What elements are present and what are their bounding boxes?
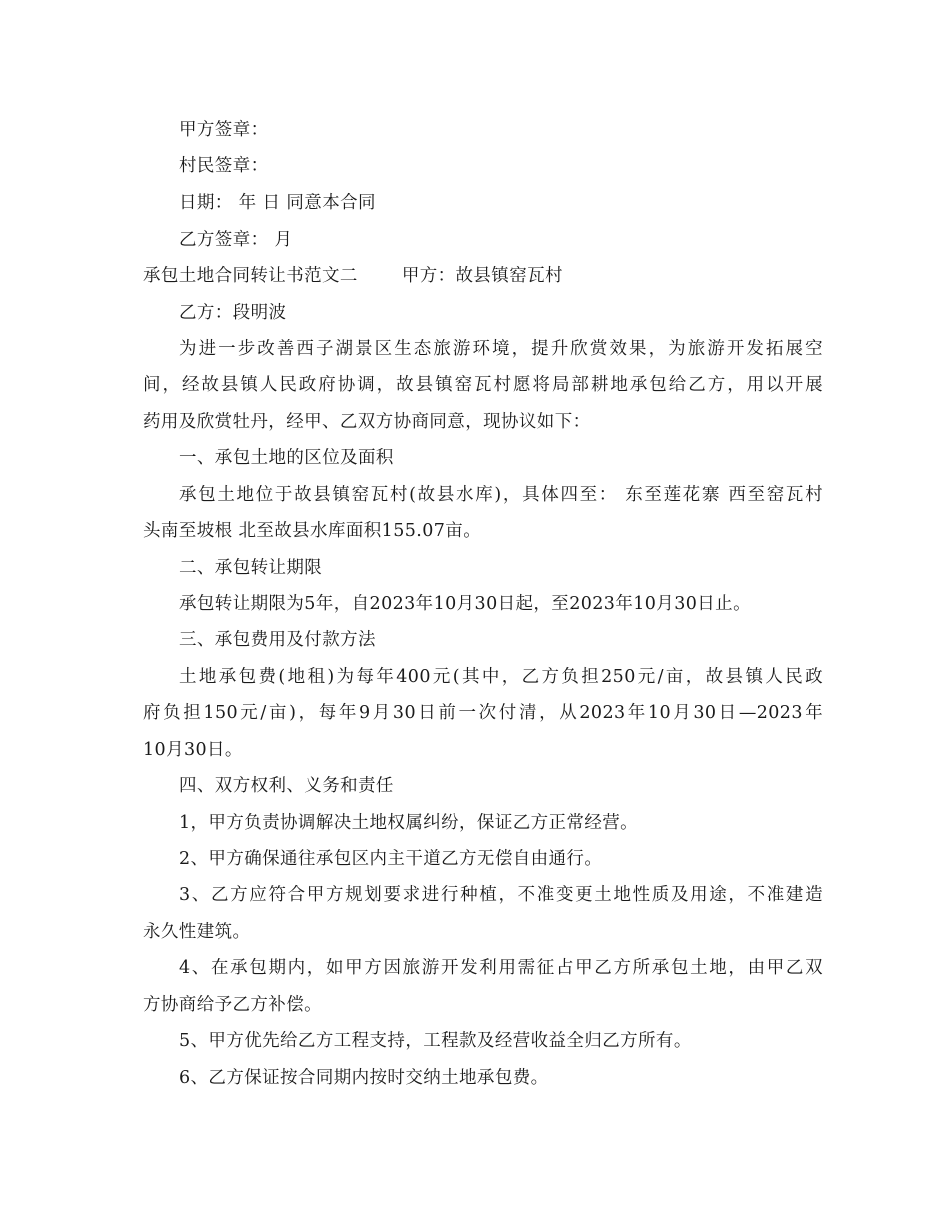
party-a-signature-line: 甲方签章： [179, 120, 269, 140]
section-heading: 一、承包土地的区位及面积 [179, 448, 394, 468]
intro-line: 为进一步改善西子湖景区生态旅游环境，提升欣赏效果，为旅游开发拓展空 [179, 339, 823, 359]
section-text-line: 承包转让期限为5年，自2023年10月30日起，至2023年10月30日止。 [179, 594, 751, 614]
section-text-line: 10月30日。 [143, 740, 243, 760]
list-item: 2、甲方确保通往承包区内主干道乙方无偿自由通行。 [179, 849, 603, 869]
list-item-continuation: 方协商给予乙方补偿。 [143, 995, 322, 1015]
list-item: 1，甲方负责协调解决土地权属纠纷，保证乙方正常经营。 [179, 813, 639, 833]
villager-signature-line: 村民签章： [179, 156, 269, 176]
date-line: 日期： 年 日 同意本合同 [179, 193, 376, 213]
sample-title: 承包土地合同转让书范文二 [143, 266, 358, 286]
section-text-line: 承包土地位于故县镇窑瓦村(故县水库)，具体四至： 东至莲花寨 西至窑瓦村 [179, 485, 823, 505]
section-text-line: 头南至坡根 北至故县水库面积155.07亩。 [143, 521, 482, 541]
section-heading: 二、承包转让期限 [179, 558, 323, 578]
list-item-continuation: 永久性建筑。 [143, 922, 251, 942]
intro-line: 间，经故县镇人民政府协调，故县镇窑瓦村愿将局部耕地承包给乙方，用以开展 [143, 375, 823, 395]
party-b-name: 乙方：段明波 [179, 303, 287, 323]
section-text-line: 府负担150元/亩)，每年9月30日前一次付清，从2023年10月30日—2023年 [143, 703, 823, 723]
section-heading: 三、承包费用及付款方法 [179, 630, 376, 650]
list-item: 4、在承包期内，如甲方因旅游开发利用需征占甲乙方所承包土地，由甲乙双 [179, 958, 823, 978]
list-item: 3、乙方应符合甲方规划要求进行种植，不准变更土地性质及用途，不准建造 [179, 885, 823, 905]
list-item: 5、甲方优先给乙方工程支持，工程款及经营收益全归乙方所有。 [179, 1031, 692, 1051]
list-item: 6、乙方保证按合同期内按时交纳土地承包费。 [179, 1068, 549, 1088]
section-heading: 四、双方权利、义务和责任 [179, 776, 394, 796]
sample-title-row [143, 264, 823, 288]
party-a-name: 甲方：故县镇窑瓦村 [401, 266, 563, 286]
intro-line: 药用及欣赏牡丹，经甲、乙双方协商同意，现协议如下： [143, 412, 591, 432]
party-b-signature-line: 乙方签章： 月 [179, 230, 293, 250]
section-text-line: 土地承包费(地租)为每年400元(其中，乙方负担250元/亩，故县镇人民政 [179, 667, 823, 687]
